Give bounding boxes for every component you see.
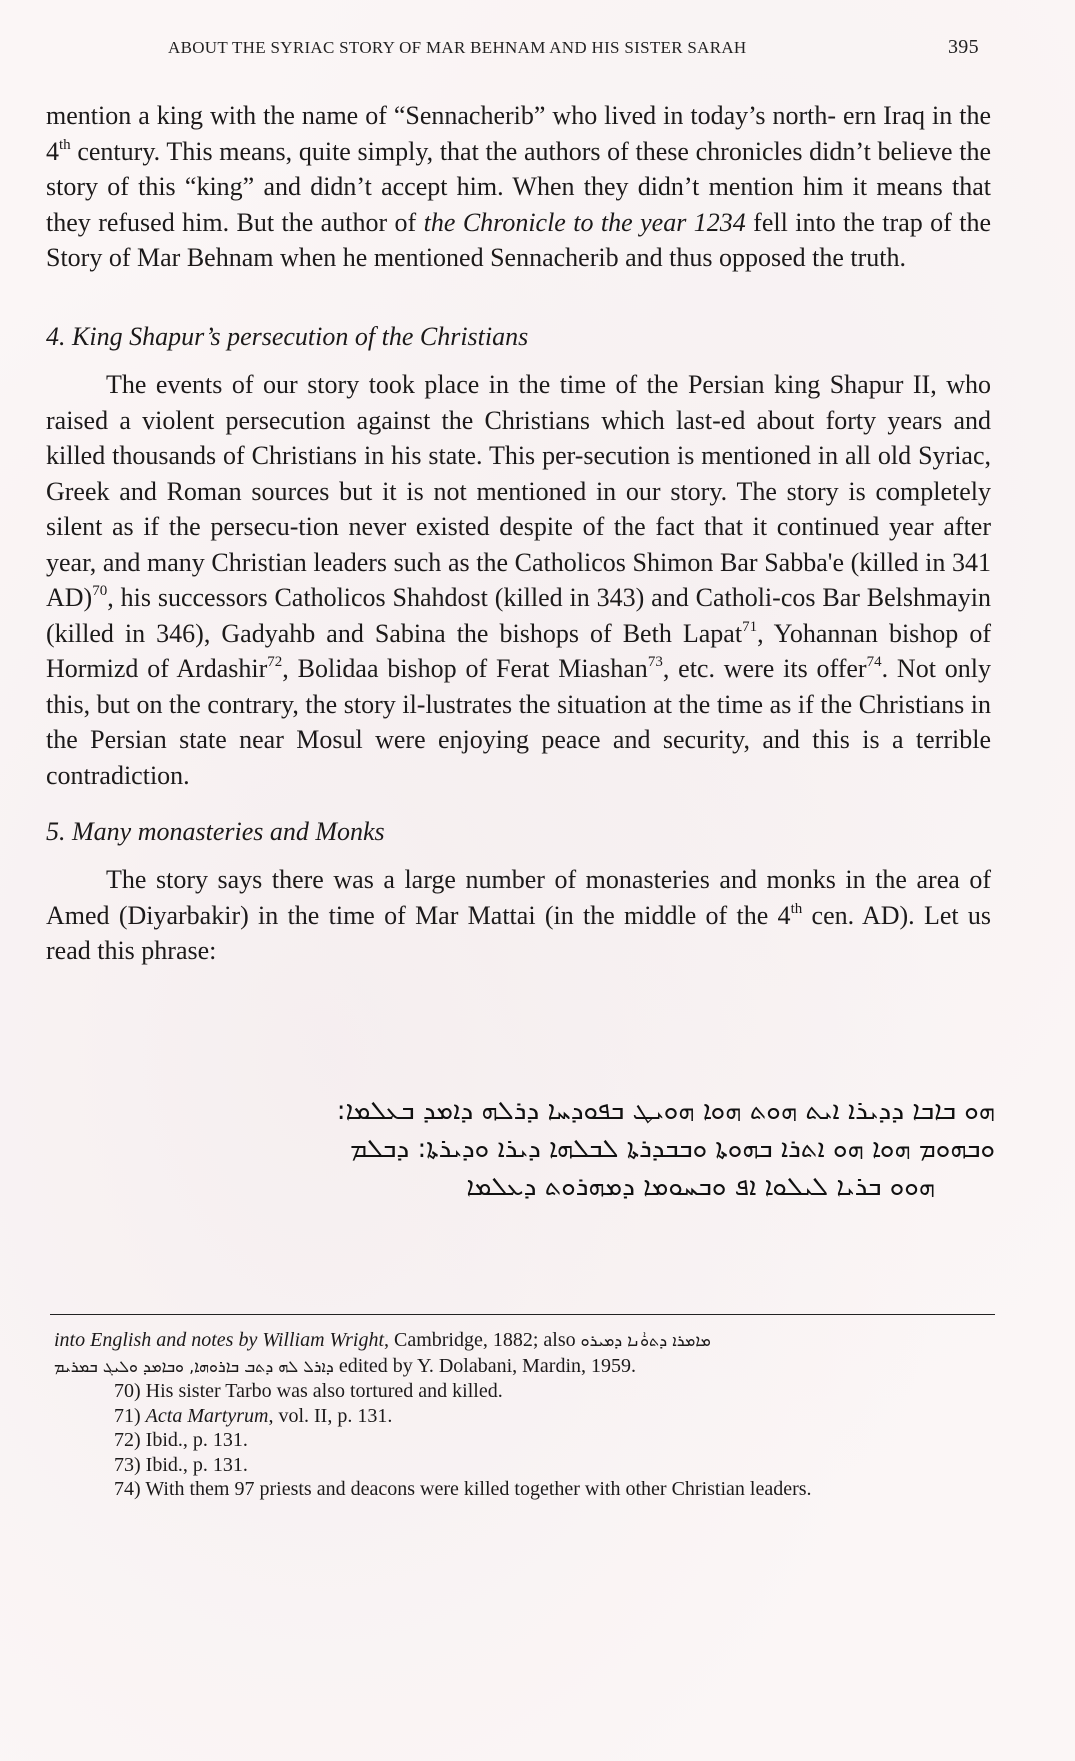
footnote-72: 72) Ibid., p. 131. bbox=[114, 1429, 248, 1451]
footnote-continuation-line: ܕܐܪܠ ܠܗ ܕܬܒ ܒܐܪܘܗܐ, ܘܒܐܡܕ ܘܠܝܓ ܒܡܪܝܡ edited by Y. Dolabani, Mardin, 1959. bbox=[54, 1354, 637, 1377]
section-5-heading: 5. Many monasteries and Monks bbox=[46, 817, 385, 846]
footnote-ref-73: 73 bbox=[647, 654, 663, 670]
footnote-73: 73) Ibid., p. 131. bbox=[114, 1453, 248, 1476]
paragraph-text: mention a king with the name of “Sennacherib” who lived in today’s north- ern Iraq in the 4th century. This means, quite simply, that the authors of these chronicles didn’t believe the story of this “king” and didn’t accept him. When they didn’t mention him it means that they refused him. But the author of the Chronicle to the year 1234 fell into the trap of the Story of Mar Behnam when he mentioned Sennacherib and thus opposed the truth. bbox=[46, 101, 992, 272]
syriac-quotation bbox=[95, 1092, 995, 1206]
footnote-71: 71) Acta Martyrum, vol. II, p. 131. bbox=[114, 1404, 393, 1427]
footnotes bbox=[54, 1328, 994, 1502]
footnote-ref-74: 74 bbox=[866, 654, 882, 670]
footnote-ref-71: 71 bbox=[742, 618, 758, 635]
footnote-70: 70) His sister Tarbo was also tortured and killed. bbox=[114, 1380, 503, 1402]
superscript: th bbox=[59, 136, 71, 153]
section-4-paragraph: The events of our story took place in the time of the Persian king Shapur II, who raised a violent persecution against the Christians which last-ed about forty years and killed thousands of Christians in his state. This per-secution is mentioned in all old Syriac, Greek and Roman sources but it is not mentioned in our story. The story is completely silent as if the persecu-tion never existed despite of the fact that it continued year after year, and many Christian leaders such as the Catholicos Shimon Bar Sabba'e (killed in 341 AD)$^{70}$, his successors Catholicos Shahdost (killed in 343) and Catholi-cos Bar Belshmayin (killed in 346), Gadyahb and Sabina the bishops of Beth Lapat$^{71}$, Yohannan bishop of Hormizd of Ardashir$^{72}$, Bolidaa bishop of Ferat Miashan$^{73}$, etc. were its offer$^{74}$. Not only this, but on the contrary, the story il-lustrates the situation at the time as if the Christians in the Persian state near Mosul were enjoying peace and security, and this is a terrible contradiction. bbox=[46, 370, 991, 790]
italic-title: the Chronicle to the year 1234 bbox=[423, 207, 746, 237]
footnote-divider bbox=[50, 1314, 995, 1315]
syriac-inline-title: ܡܐܡܪܐ ܕܬܘܑܢܐ ܕܡܝܪܘ bbox=[580, 1331, 711, 1350]
syriac-line: ܘܒܗܘܡ ܗܘܐ ܗܘ ܐܬܪܐ ܒܗܘܬܐ ܘܒܒܕܪܬܐ ܠܒܠܗܐ ܕܝܪܐ ܘܕܝܪܬܐ: ܕܒܠܡ bbox=[350, 1134, 995, 1164]
footnote-continuation-line: into English and notes by William Wright, Cambridge, 1882; also ܡܐܡܪܐ ܕܬܘܑܢܐ ܕܡܝܪܘ bbox=[54, 1329, 711, 1351]
page-number: 395 bbox=[948, 36, 979, 58]
syriac-inline-title: ܕܐܪܠ ܠܗ ܕܬܒ ܒܐܪܘܗܐ, ܘܒܐܡܕ ܘܠܝܓ ܒܡܪܝܡ bbox=[54, 1356, 334, 1376]
paragraph-continuation bbox=[46, 98, 991, 276]
syriac-line: ܗܘ ܒܐܒܐ ܕܕܝܪܐ ܐܝܬ ܗܘܬ ܗܘܐ ܗܘܝܛ ܒܦܘܕܚܐ ܕܪܠܗ ܕܐܡܕ ܒܥܠܡܐ: bbox=[336, 1096, 995, 1126]
section-5-paragraph: The story says there was a large number of monasteries and monks in the area of Amed (Diyarbakir) in the time of Mar Mattai (in the middle of the 4th cen. AD). Let us read this phrase: bbox=[46, 865, 992, 965]
superscript: th bbox=[790, 900, 803, 917]
footnote-74: 74) With them 97 priests and deacons were killed together with other Christian leaders. bbox=[114, 1478, 812, 1500]
footnote-ref-70: 70 bbox=[92, 583, 108, 599]
footnote-ref-72: 72 bbox=[267, 654, 283, 670]
syriac-line: ܗܘܘ ܒܪܝܐ ܠܝܠܘܐ ܐܦ ܘܒܚܘܡܐ ܕܡܗܪܘܬ ܕܥܠܡܐ bbox=[466, 1172, 935, 1202]
running-head-title: ABOUT THE SYRIAC STORY OF MAR BEHNAM AND HIS SISTER SARAH bbox=[168, 38, 747, 57]
section-4-heading: 4. King Shapur’s persecution of the Christians bbox=[46, 322, 529, 351]
